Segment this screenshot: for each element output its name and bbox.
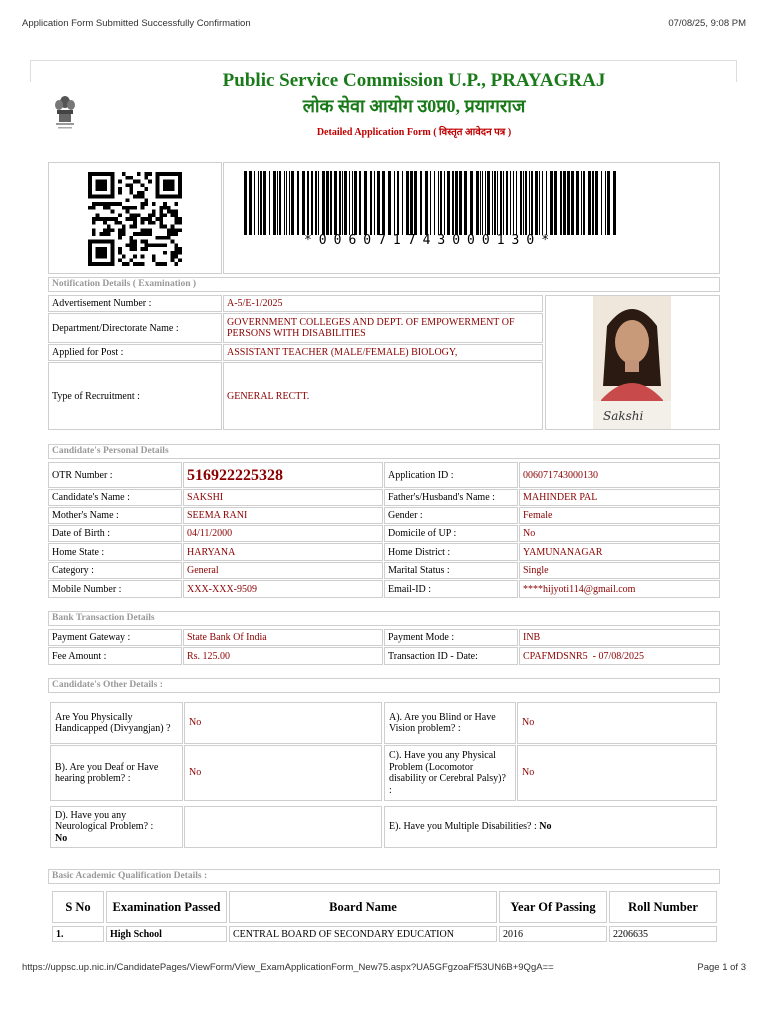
neuro-empty-cell: [184, 806, 382, 848]
multi-question: E). Have you Multiple Disabilities? :: [389, 821, 537, 833]
state-label: Home State :: [48, 543, 182, 561]
father-value: MAHINDER PAL: [519, 489, 720, 506]
page-title: Public Service Commission U.P., PRAYAGRAJ: [222, 70, 606, 91]
form-subtitle: Detailed Application Form ( विस्तृत आवेदन पत्र ): [316, 127, 512, 138]
adv-label: Advertisement Number :: [48, 295, 222, 312]
recruit-value: GENERAL RECTT.: [223, 362, 543, 430]
multi-cell: [384, 806, 717, 848]
page-title-hindi: लोक सेवा आयोग उ0प्र0, प्रयागराज: [302, 96, 526, 116]
loco-answer: No: [517, 745, 717, 801]
blind-question: A). Are you Blind or Have Vision problem? :: [384, 702, 516, 744]
blind-answer: No: [517, 702, 717, 744]
fee-label: Fee Amount :: [48, 647, 182, 665]
dob-value: 04/11/2000: [183, 525, 383, 542]
neuro-answer: No: [55, 832, 68, 844]
table-cell-year: 2016: [499, 926, 607, 942]
adv-value: A-5/E-1/2025: [223, 295, 543, 312]
txn-value: CPAFMDSNR5 - 07/08/2025: [519, 647, 720, 665]
recruit-label: Type of Recruitment :: [48, 362, 222, 430]
other-section-header: Candidate's Other Details :: [48, 678, 720, 693]
state-value: HARYANA: [183, 543, 383, 561]
district-label: Home District :: [384, 543, 518, 561]
mother-label: Mother's Name :: [48, 507, 182, 524]
mother-value: SEEMA RANI: [183, 507, 383, 524]
print-footer: [22, 962, 746, 976]
marital-value: Single: [519, 562, 720, 579]
gender-label: Gender :: [384, 507, 518, 524]
post-label: Applied for Post :: [48, 344, 222, 361]
col-header-roll: Roll Number: [609, 891, 717, 923]
neuro-question: D). Have you any Neurological Problem? :: [55, 809, 154, 833]
col-header-board: Board Name: [229, 891, 497, 923]
table-cell-board: CENTRAL BOARD OF SECONDARY EDUCATION: [229, 926, 497, 942]
barcode-number: *006071743000130*: [303, 233, 557, 248]
print-url: https://uppsc.up.nic.in/CandidatePages/ViewForm/View_ExamApplicationForm_New75.aspx?UA5GFgzoaFf53UN6B+9QgA==: [22, 962, 554, 973]
otr-label: OTR Number :: [48, 462, 182, 488]
fee-value: Rs. 125.00: [183, 647, 383, 665]
print-datetime: 07/08/25, 9:08 PM: [668, 18, 746, 29]
loco-question: C). Have you any Physical Problem (Locomotor disability or Cerebral Palsy)? :: [384, 745, 516, 801]
district-value: YAMUNANAGAR: [519, 543, 720, 561]
mobile-label: Mobile Number :: [48, 580, 182, 598]
table-cell-roll: 2206635: [609, 926, 717, 942]
academic-section-header: Basic Academic Qualification Details :: [48, 869, 720, 884]
bank-section-header: Bank Transaction Details: [48, 611, 720, 626]
col-header-year: Year Of Passing: [499, 891, 607, 923]
mobile-value: XXX-XXX-9509: [183, 580, 383, 598]
multi-answer: No: [539, 821, 552, 833]
marital-label: Marital Status :: [384, 562, 518, 579]
father-label: Father's/Husband's Name :: [384, 489, 518, 506]
dob-label: Date of Birth :: [48, 525, 182, 542]
category-label: Category :: [48, 562, 182, 579]
neuro-cell: [50, 806, 183, 848]
domicile-value: No: [519, 525, 720, 542]
category-value: General: [183, 562, 383, 579]
dept-label: Department/Directorate Name :: [48, 313, 222, 343]
appid-value: 006071743000130: [519, 462, 720, 488]
gender-value: Female: [519, 507, 720, 524]
ph-answer: No: [184, 702, 382, 744]
print-header: [22, 18, 746, 32]
domicile-label: Domicile of UP :: [384, 525, 518, 542]
mode-value: INB: [519, 629, 720, 646]
post-value: ASSISTANT TEACHER (MALE/FEMALE) BIOLOGY,: [223, 344, 543, 361]
table-cell-exam: High School: [106, 926, 227, 942]
gateway-value: State Bank Of India: [183, 629, 383, 646]
mode-label: Payment Mode :: [384, 629, 518, 646]
ph-question: Are You Physically Handicapped (Divyangjan) ?: [50, 702, 183, 744]
deaf-question: B). Are you Deaf or Have hearing problem? :: [50, 745, 183, 801]
table-cell-sno: 1.: [52, 926, 104, 942]
candidate-photo: [593, 296, 671, 429]
notification-section-header: Notification Details ( Examination ): [48, 277, 720, 292]
photo-signature: Sakshi: [603, 409, 644, 423]
personal-section-header: Candidate's Personal Details: [48, 444, 720, 459]
gateway-label: Payment Gateway :: [48, 629, 182, 646]
appid-label: Application ID :: [384, 462, 518, 488]
qr-code-icon: [86, 172, 184, 266]
print-page-title: Application Form Submitted Successfully Confirmation: [22, 18, 251, 29]
col-header-sno: S No: [52, 891, 104, 923]
txn-label: Transaction ID - Date:: [384, 647, 518, 665]
name-value: SAKSHI: [183, 489, 383, 506]
barcode-icon: [244, 171, 616, 235]
name-label: Candidate's Name :: [48, 489, 182, 506]
dept-value: GOVERNMENT COLLEGES AND DEPT. OF EMPOWERMENT OF PERSONS WITH DISABILITIES: [223, 313, 543, 343]
email-label: Email-ID :: [384, 580, 518, 598]
print-page-number: Page 1 of 3: [697, 962, 746, 973]
col-header-exam: Examination Passed: [106, 891, 227, 923]
otr-value: 516922225328: [183, 462, 383, 488]
email-value: ****hijyoti114@gmail.com: [519, 580, 720, 598]
deaf-answer: No: [184, 745, 382, 801]
